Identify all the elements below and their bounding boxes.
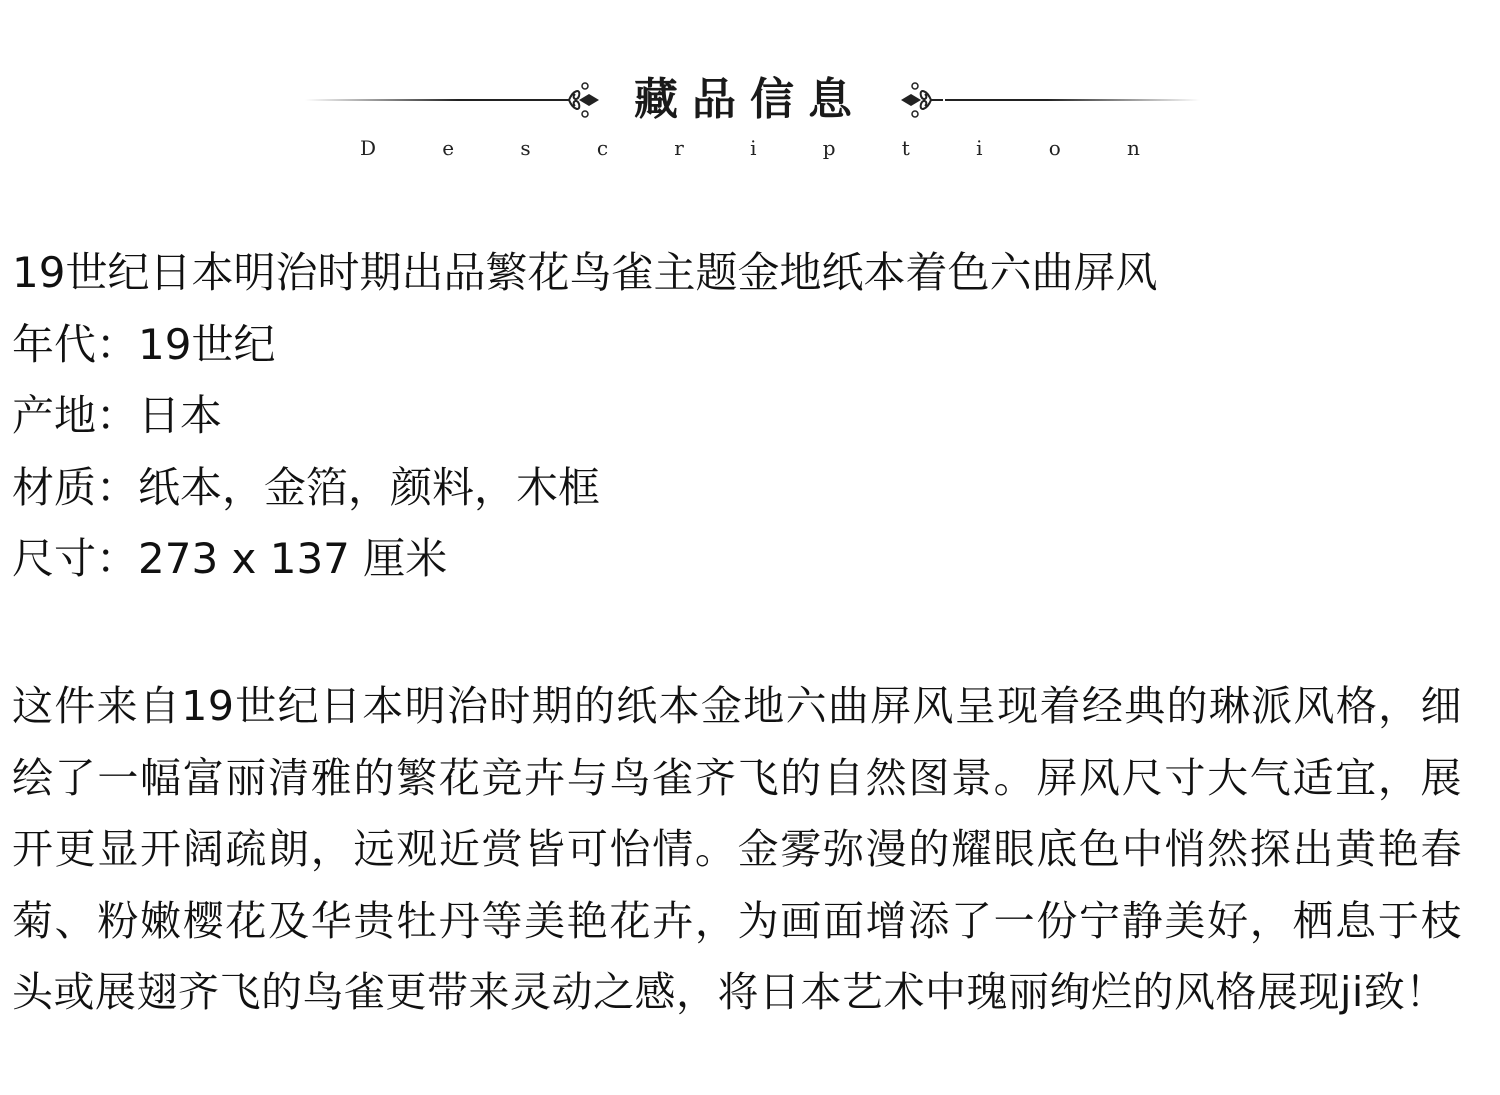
subtitle-letter: D bbox=[360, 136, 377, 160]
subtitle-letter: i bbox=[976, 136, 983, 160]
subtitle-letter: n bbox=[1126, 136, 1140, 160]
item-origin: 产地：日本 bbox=[12, 391, 223, 440]
item-size: 尺寸：273 x 137 厘米 bbox=[12, 534, 448, 583]
section-header bbox=[0, 60, 1500, 170]
subtitle-letter: c bbox=[596, 136, 609, 160]
item-description: 这件来自19世纪日本明治时期的纸本金地六曲屏风呈现着经典的琳派风格，细绘了一幅富丽清雅的繁花竞卉与鸟雀齐飞的自然图景。屏风尺寸大气适宜，展开更显开阔疏朗，远观近赏皆可怡情。金雾弥漫的耀眼底色中悄然探出黄艳春菊、粉嫩樱花及华贵牡丹等美艳花卉，为画面增添了一份宁静美好，栖息于枝头或展翅齐飞的鸟雀更带来灵动之感，将日本艺术中瑰丽绚烂的风格展现ji致！ bbox=[12, 682, 1462, 1016]
subtitle-letter: o bbox=[1048, 136, 1061, 160]
section-title: 藏品信息 bbox=[634, 74, 866, 125]
header-divider-left bbox=[305, 99, 560, 101]
subtitle-letter: i bbox=[750, 136, 757, 160]
item-era: 年代：19世纪 bbox=[12, 319, 276, 369]
subtitle-letter: s bbox=[520, 136, 531, 160]
item-title: 19世纪日本明治时期出品繁花鸟雀主题金地纸本着色六曲屏风 bbox=[12, 248, 1158, 297]
flourish-ornament-left-icon bbox=[555, 80, 603, 122]
subtitle-letter: r bbox=[674, 136, 684, 160]
item-material: 材质：纸本，金箔，颜料，木框 bbox=[12, 462, 601, 512]
header-divider-right bbox=[945, 99, 1200, 101]
item-info-list bbox=[12, 237, 1492, 595]
section-subtitle bbox=[360, 136, 1140, 160]
flourish-ornament-right-icon bbox=[897, 80, 945, 122]
subtitle-letter: t bbox=[901, 136, 910, 160]
subtitle-letter: e bbox=[442, 136, 455, 160]
subtitle-letter: p bbox=[822, 136, 836, 160]
